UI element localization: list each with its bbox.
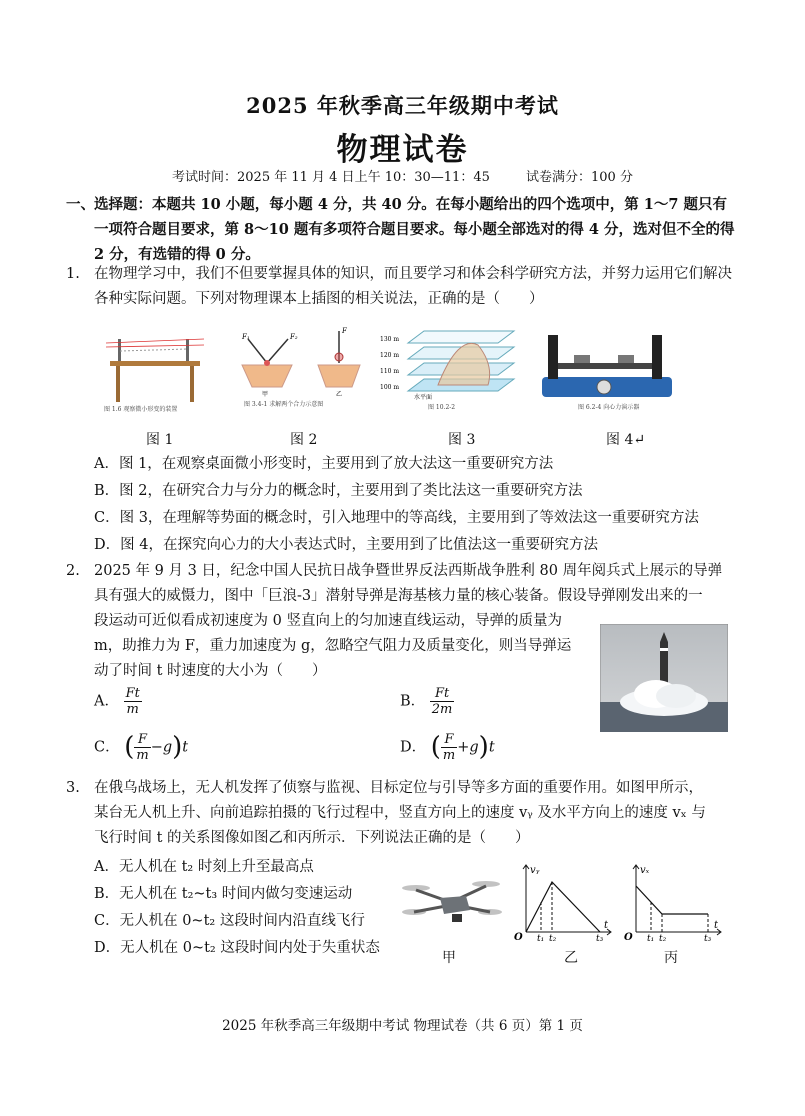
force-label-f: F <box>342 327 347 335</box>
section-text: 选择题：本题共 10 小题，每小题 4 分，共 40 分。在每小题给出的四个选项中，第 1～7 题只有一项符合题目要求，第 8～10 题有多项符合题目要求。每小题全部选对的得 4 分，选对但不全的得 2 分，有选错的得 0 分。 <box>94 196 735 263</box>
tick-label-t1: t₁ <box>537 934 545 942</box>
figure-jia-label: 甲 <box>442 950 456 966</box>
option-d: D．图 4，在探究向心力的大小表达式时，主要用到了比值法这一重要研究方法 <box>94 537 598 553</box>
question-number: 2. <box>66 563 80 579</box>
height-label-110: 110 m <box>380 368 400 375</box>
figure-2-sub-a: 甲 <box>262 391 269 398</box>
figure-2-image <box>232 325 372 415</box>
tick-label-t1: t₁ <box>647 934 655 942</box>
figure-4-caption: 图 6.2-4 向心力演示器 <box>578 404 640 411</box>
option-b: B． $\frac{Ft}{2m}$ <box>400 686 453 717</box>
figure-3-label: 图 3 <box>448 432 476 448</box>
vy-time-graph <box>512 862 612 942</box>
option-c: C．无人机在 0~t₂ 这段时间内沿直线飞行 <box>94 913 365 929</box>
option-c: C． ( $\frac{F}{m}$ −g)t <box>94 732 189 763</box>
section-number: 一、 <box>66 196 95 213</box>
drone-image <box>400 872 505 942</box>
question-number: 1. <box>66 266 80 282</box>
height-label-130: 130 m <box>380 336 400 343</box>
axis-label-t: t <box>604 920 609 931</box>
option-c: C．图 3，在理解等势面的概念时，引入地理中的等高线，主要用到了等效法这一重要研究方法 <box>94 510 699 526</box>
question-stem-line: 在俄乌战场上，无人机发挥了侦察与监视、目标定位与引导等多方面的重要作用。如图甲所示， <box>94 780 703 796</box>
option-a: A． $\frac{Ft}{m}$ <box>94 686 140 717</box>
section-instructions <box>66 192 736 267</box>
vx-time-graph <box>622 862 722 942</box>
question-stem: 在物理学习中，我们不但要掌握具体的知识，而且要学习和体会科学研究方法，并努力运用它们解决各种实际问题。下列对物理课本上插图的相关说法，正确的是（ ） <box>94 266 732 307</box>
fraction: $\frac{F}{m}$ <box>136 732 149 763</box>
tick-label-t3: t₃ <box>704 934 712 942</box>
fraction: $\frac{F}{m}$ <box>442 732 456 763</box>
figure-bing-label: 丙 <box>664 950 678 966</box>
option-b: B．无人机在 t₂~t₃ 时间内做匀变速运动 <box>94 886 353 902</box>
axis-label-t: t <box>714 920 719 931</box>
force-label-f1: F₁ <box>242 333 250 341</box>
figure-4-label: 图 4↵ <box>606 432 646 448</box>
origin-label: O <box>514 932 523 942</box>
force-label-f2: F₂ <box>290 333 298 341</box>
option-d: D．无人机在 0~t₂ 这段时间内处于失重状态 <box>94 940 380 956</box>
axis-label-vy: vᵧ <box>530 865 540 876</box>
question-stem-line: 飞行时间 t 的关系图像如图乙和丙所示．下列说法正确的是（ ） <box>94 830 530 846</box>
figure-1-image <box>100 325 210 415</box>
fraction: $\frac{Ft}{m}$ <box>125 686 140 717</box>
tick-label-t2: t₂ <box>659 934 667 942</box>
option-a: A．无人机在 t₂ 时刻上升至最高点 <box>94 859 314 875</box>
question-stem-line: m，助推力为 F，重力加速度为 g，忽略空气阻力及质量变化，则当导弹运 <box>94 638 572 654</box>
option-d: D． ( $\frac{F}{m}$ +g)t <box>400 732 495 763</box>
exam-time: 考试时间：2025 年 11 月 4 日上午 10：30—11：45 <box>172 170 490 185</box>
question-number: 3. <box>66 780 80 796</box>
figure-4-image <box>534 325 684 415</box>
full-score: 试卷满分：100 分 <box>526 170 633 185</box>
figure-3-image <box>378 325 518 415</box>
page-footer: 2025 年秋季高三年级期中考试 物理试卷（共 6 页）第 1 页 <box>222 1018 583 1034</box>
figure-2-caption: 图 3.4-1 求解两个合力示意图 <box>244 401 324 408</box>
exam-info <box>0 166 805 185</box>
fraction: $\frac{Ft}{2m}$ <box>431 686 453 717</box>
option-b: B．图 2，在研究合力与分力的概念时，主要用到了类比法这一重要研究方法 <box>94 483 583 499</box>
tick-label-t3: t₃ <box>596 934 604 942</box>
origin-label: O <box>624 932 633 942</box>
missile-launch-photo <box>600 624 728 732</box>
height-label-120: 120 m <box>380 352 400 359</box>
question-stem-line: 具有强大的威慑力，图中「巨浪-3」潜射导弹是海基核力量的核心装备。假设导弹刚发出来的一 <box>94 588 703 604</box>
paper-subject-title: 物理试卷 <box>336 132 469 168</box>
question-stem-line: 某台无人机上升、向前追踪拍摄的飞行过程中，竖直方向上的速度 vᵧ 及水平方向上的速度 vₓ 与 <box>94 805 706 821</box>
question-stem-line: 动了时间 t 时速度的大小为（ ） <box>94 663 327 679</box>
question-stem-line: 段运动可近似看成初速度为 0 竖直向上的匀加速直线运动，导弹的质量为 <box>94 613 562 629</box>
figure-yi-label: 乙 <box>564 950 578 966</box>
figure-1-caption: 图 1.6 观察微小形变的装置 <box>104 406 178 413</box>
option-a: A．图 1，在观察桌面微小形变时，主要用到了放大法这一重要研究方法 <box>94 456 554 472</box>
figure-2-sub-b: 乙 <box>336 391 343 398</box>
exam-title: 2025 年秋季高三年级期中考试 <box>246 93 559 118</box>
axis-label-vx: vₓ <box>640 865 650 876</box>
tick-label-t2: t₂ <box>549 934 557 942</box>
figure-3-caption: 图 10.2-2 <box>428 404 456 411</box>
figure-2-label: 图 2 <box>290 432 318 448</box>
figure-1-label: 图 1 <box>146 432 174 448</box>
question-stem-line: 2025 年 9 月 3 日，纪念中国人民抗日战争暨世界反法西斯战争胜利 80 周年阅兵式上展示的导弹 <box>94 563 723 579</box>
horizontal-plane-label: 水平面 <box>414 394 433 401</box>
height-label-100: 100 m <box>380 384 400 391</box>
